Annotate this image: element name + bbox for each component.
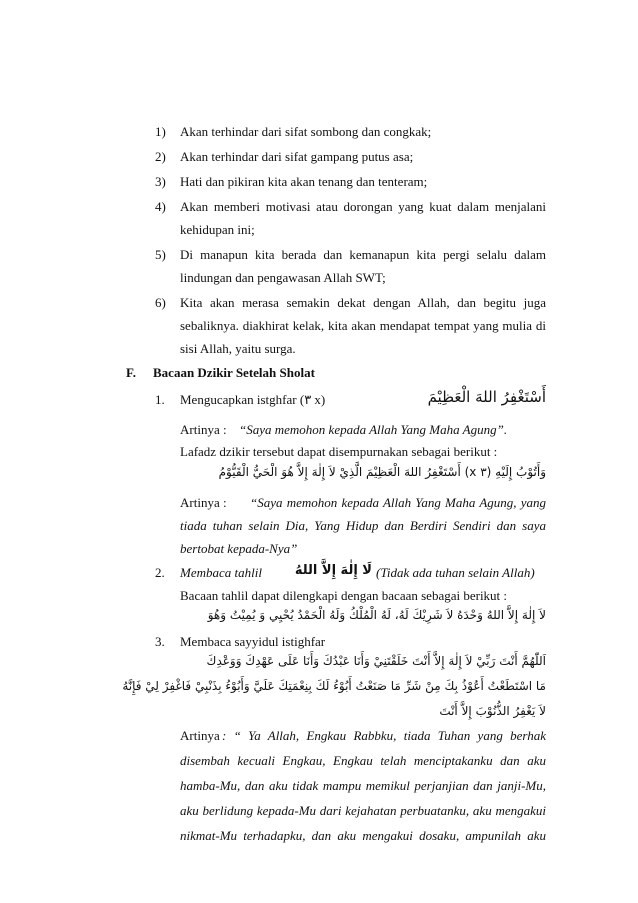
artinya-text: bertobat kepada-Nya” (180, 541, 298, 556)
list-item-text: Akan terhindar dari sifat gampang putus asa; (180, 149, 414, 164)
artinya-label: Artinya : (180, 495, 227, 510)
list-number: 1) (155, 124, 166, 139)
artinya-label: Artinya (180, 728, 220, 743)
list-item-text: Di manapun kita berada dan kemanapun kita pergi selalu dalam (180, 247, 546, 262)
item-number: 3. (155, 634, 165, 649)
artinya-text: hamba-Mu, dan aku tidak mampu memikul perjanjian dan janji-Mu, (180, 778, 546, 793)
arabic-istighfar: أَسْتَغْفِرُ اللهَ الْعَظِيْمَ (427, 388, 546, 406)
item-number: 1. (155, 392, 165, 407)
list-number: 5) (155, 247, 166, 262)
list-number: 2) (155, 149, 166, 164)
arabic-sayyidul-line: لاَ يَغْفِرُ الذُّنُوْبَ إِلاَّ أَنْتَ (439, 704, 546, 718)
artinya-text: “Saya memohon kepada Allah Yang Maha Agung, yang (250, 495, 546, 510)
artinya-text: “Saya memohon kepada Allah Yang Maha Agung”. (239, 422, 508, 437)
item-number: 2. (155, 565, 165, 580)
list-number: 6) (155, 295, 166, 310)
artinya-text: disembah kecuali Engkau, Engkau telah menciptakanku dan aku (180, 753, 546, 768)
list-item-text: Akan memberi motivasi atau dorongan yang kuat dalam menjalani (180, 199, 546, 214)
tahlil-meaning: (Tidak ada tuhan selain Allah) (376, 565, 535, 580)
arabic-sayyidul-line: مَا اسْتَطَعْتُ أَعُوْذُ بِكَ مِنْ شَرِّ مَا صَنَعْتُ أَبُوْءُ لَكَ بِنِعْمَتِكَ عَلَيَّ وَأَبُوْءُ بِذَنْبِيْ فَاغْفِرْ لِيْ فَإِنَّهُ (122, 679, 546, 693)
arabic-istighfar-full: وَأَتُوْبُ إِلَيْهِ (٣ x) أَسْتَغْفِرُ اللهَ الْعَظِيْمَ الَّذِيْ لاَ إِلٰهَ إِلاَّ هُوَ الْحَيُّ الْقَيُّوْمُ (218, 465, 546, 479)
list-item-text: kehidupan ini; (180, 222, 255, 237)
list-item-text: Kita akan merasa semakin dekat dengan Allah, dan begitu juga (180, 295, 546, 310)
arabic-sayyidul-line: اَللّٰهُمَّ أَنْتَ رَبِّيْ لاَ إِلٰهَ إِلاَّ أَنْتَ خَلَقْتَنِيْ وَأَنَا عَبْدُكَ وَأَنَا عَلَى عَهْدِكَ وَوَعْدِكَ (206, 654, 546, 668)
artinya-label: Artinya : (180, 422, 227, 437)
artinya-text: : “ Ya Allah, Engkau Rabbku, tiada Tuhan yang berhak (222, 728, 546, 743)
list-item-text: sisi Allah, yaitu surga. (180, 341, 296, 356)
list-item-text: Hati dan pikiran kita akan tenang dan tenteram; (180, 174, 428, 189)
list-number: 3) (155, 174, 166, 189)
section-letter: F. (126, 365, 136, 380)
arabic-tahlil: لَا إِلٰهَ إِلاَّ اللهُ (294, 563, 372, 578)
item-label-text: Membaca sayyidul istighfar (180, 634, 326, 649)
item-label: Mengucapkan istghfar (٣ x) (180, 392, 326, 407)
list-number: 4) (155, 199, 166, 214)
artinya-text: tiada tuhan selain Dia, Yang Hidup dan Berdiri Sendiri dan saya (180, 518, 546, 533)
list-item-text: Akan terhindar dari sifat sombong dan congkak; (180, 124, 432, 139)
artinya-text: nikmat-Mu terhadapku, dan aku mengakui dosaku, ampunilah aku (180, 828, 546, 843)
list-item-text: sebaliknya. diakhirat kelak, kita akan mendapat tempat yang mulia di (180, 318, 546, 333)
bacaan-text: Bacaan tahlil dapat dilengkapi dengan bacaan sebagai berikut : (180, 588, 508, 603)
item-label (180, 633, 325, 650)
arabic-tahlil-full: لاَ إِلٰهَ إِلاَّ اللهُ وَحْدَهُ لاَ شَرِيْكَ لَهُ، لَهُ الْمُلْكُ وَلَهُ الْحَمْدُ يُحْيِي وَ يُمِيْتُ وَهُوَ (207, 608, 546, 622)
lafadz-text: Lafadz dzikir tersebut dapat disempurnakan sebagai berikut : (180, 444, 498, 459)
list-item-text: lindungan dan pengawasan Allah SWT; (180, 270, 386, 285)
item-label: Membaca tahlil (180, 565, 262, 580)
section-title: Bacaan Dzikir Setelah Sholat (153, 365, 315, 380)
artinya-text: aku berlidung kepada-Mu dari kejahatan perbuatanku, aku mengakui (180, 803, 546, 818)
